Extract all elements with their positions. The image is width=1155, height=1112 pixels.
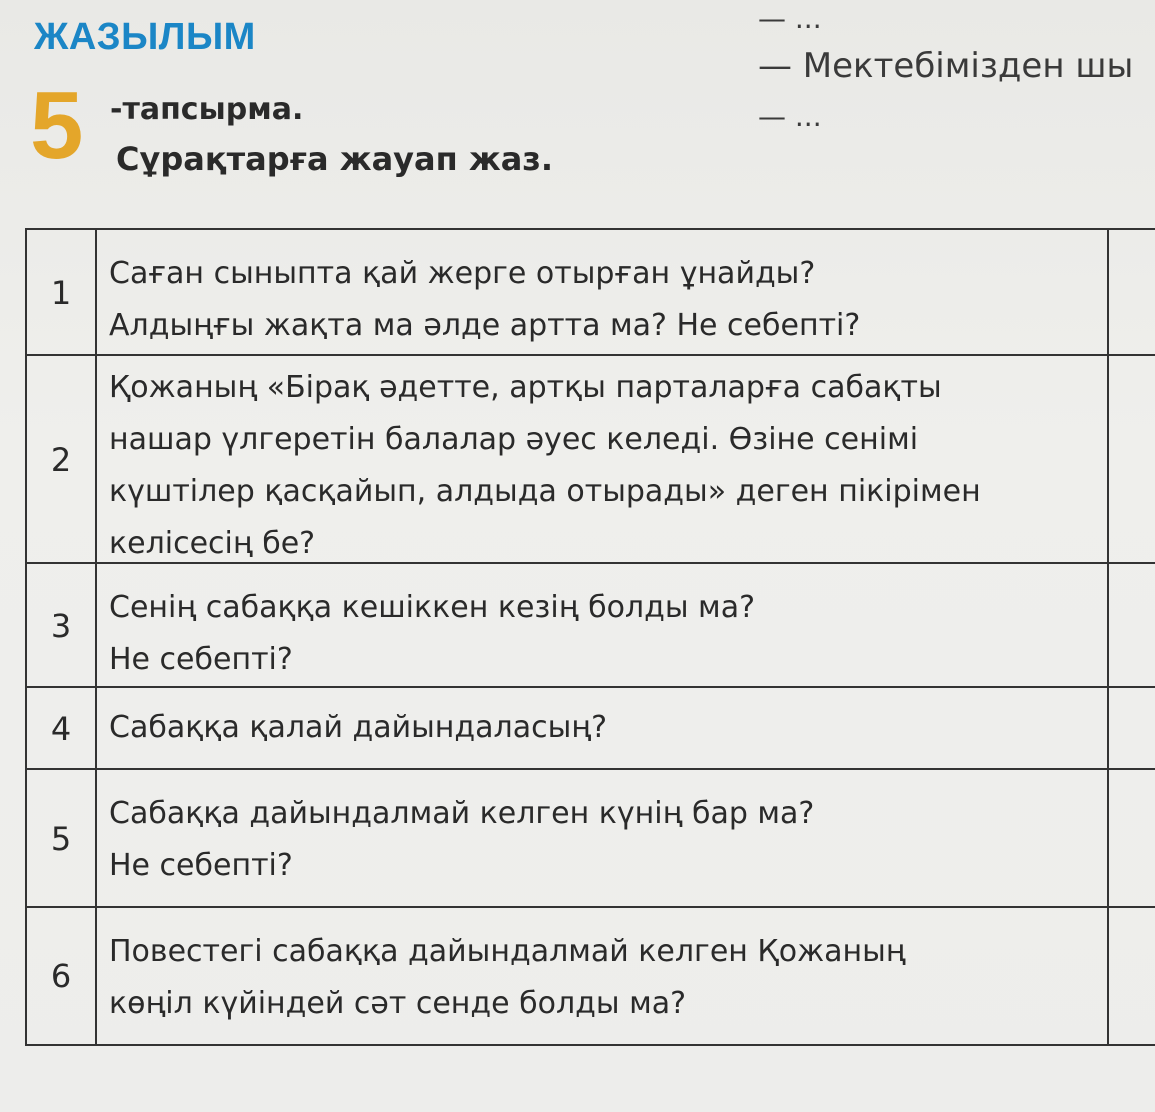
question-text: Повестегі сабаққа дайындалмай келген Қожаның көңіл күйіндей сәт сенде болды ма? [97, 908, 1109, 1044]
questions-table [25, 228, 1155, 1048]
question-text: Саған сыныпта қай жерге отырған ұнайды? Алдыңғы жақта ма әлде артта ма? Не себепті? [97, 230, 1109, 356]
question-number: 3 [25, 564, 97, 688]
dialog-line: — ... [758, 100, 822, 133]
answer-cell[interactable] [1109, 230, 1155, 356]
task-label: -тапсырма. [110, 92, 304, 127]
dialog-line: — Мектебімізден шы [758, 46, 1134, 86]
question-number: 6 [25, 908, 97, 1044]
dialog-line: — ... [758, 2, 822, 35]
table-row [25, 228, 1155, 356]
question-text: Сабаққа дайындалмай келген күнің бар ма? Не себепті? [97, 770, 1109, 908]
question-text: Қожаның «Бірақ әдетте, артқы парталарға сабақты нашар үлгеретін балалар әуес келеді. Өзіне сенімі күштілер қасқайып, алдыда отырады» деген пікірімен келісесің бе? [97, 356, 1109, 564]
table-row [25, 768, 1155, 908]
answer-cell[interactable] [1109, 356, 1155, 564]
question-number: 2 [25, 356, 97, 564]
question-number: 4 [25, 688, 97, 770]
task-number: 5 [30, 72, 84, 179]
table-row [25, 354, 1155, 564]
table-row [25, 562, 1155, 688]
task-instruction: Сұрақтарға жауап жаз. [116, 140, 554, 178]
section-title: ЖАЗЫЛЫМ [34, 16, 256, 58]
question-text: Сабаққа қалай дайындаласың? [97, 688, 1109, 770]
question-number: 1 [25, 230, 97, 356]
answer-cell[interactable] [1109, 688, 1155, 770]
question-text: Сенің сабаққа кешіккен кезің болды ма? Не себепті? [97, 564, 1109, 688]
answer-cell[interactable] [1109, 564, 1155, 688]
question-number: 5 [25, 770, 97, 908]
table-row [25, 906, 1155, 1046]
answer-cell[interactable] [1109, 770, 1155, 908]
answer-cell[interactable] [1109, 908, 1155, 1044]
table-row [25, 686, 1155, 770]
